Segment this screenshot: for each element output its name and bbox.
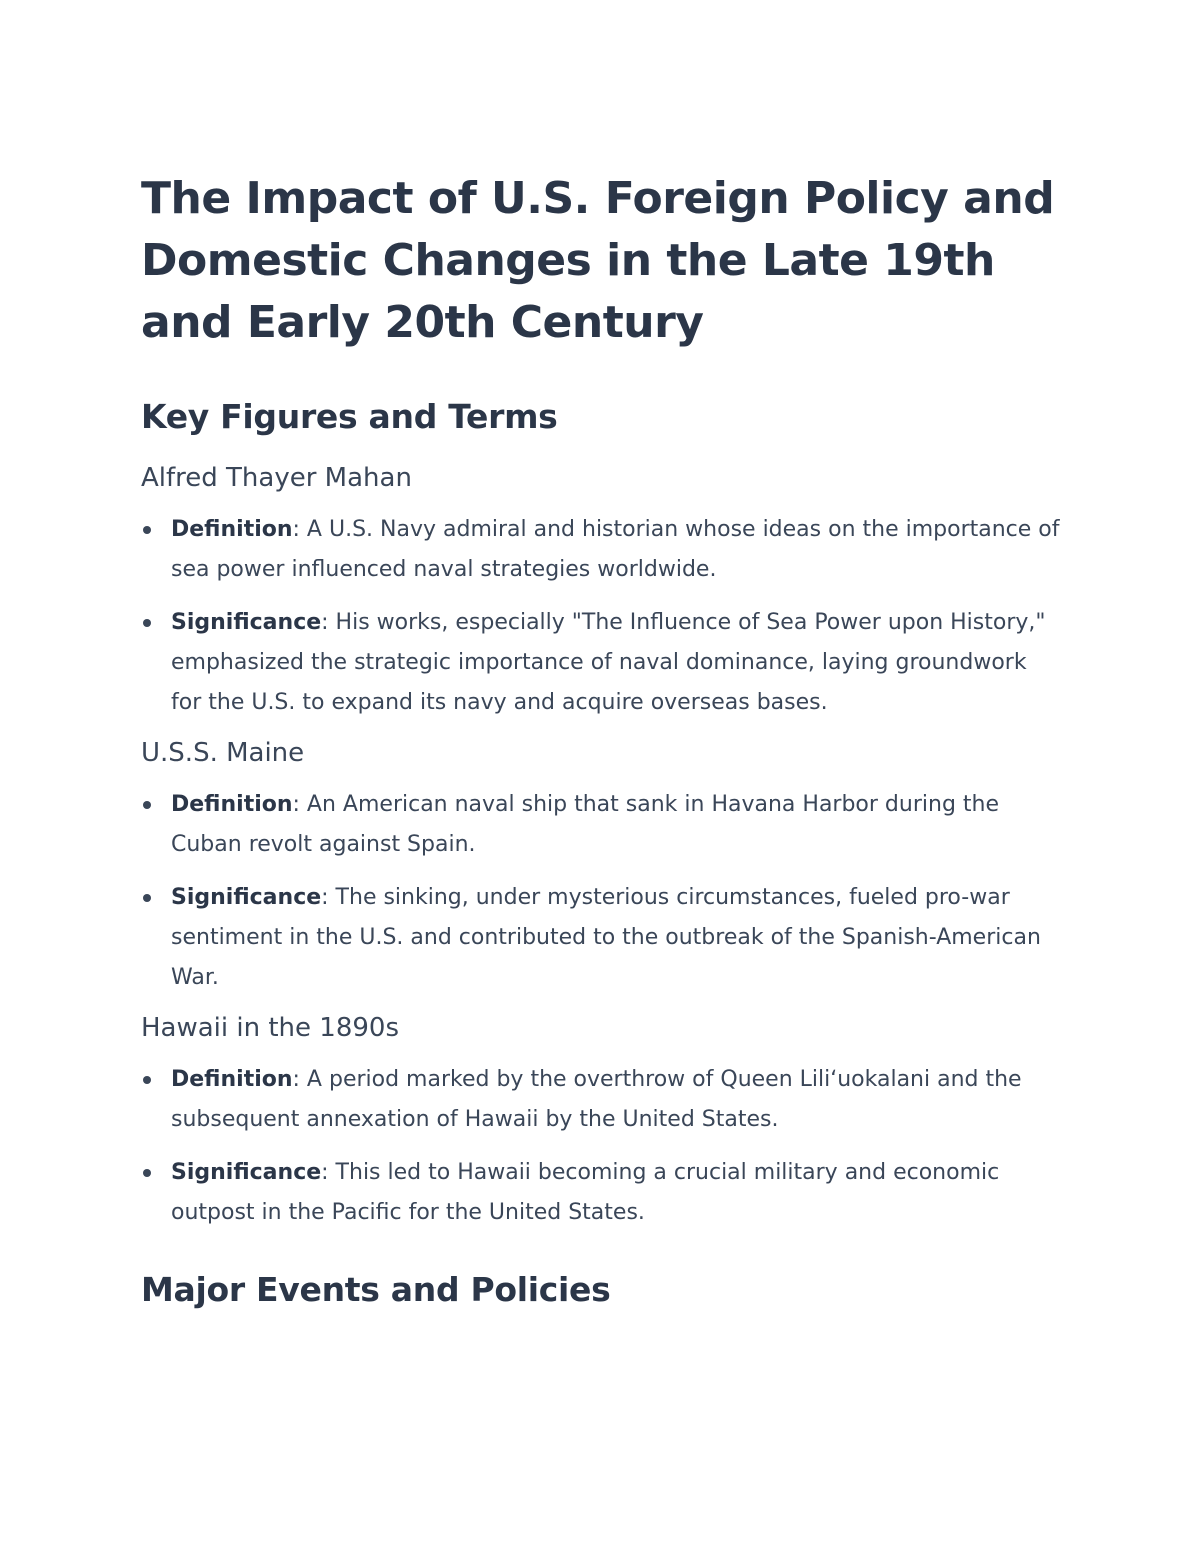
item-label: Significance xyxy=(171,1160,322,1185)
term-list-maine xyxy=(141,785,1061,998)
list-item xyxy=(141,878,1061,998)
bullet-icon xyxy=(143,801,151,809)
term-heading-mahan: Alfred Thayer Mahan xyxy=(141,463,412,493)
section-heading-major-events: Major Events and Policies xyxy=(141,1270,611,1309)
list-item xyxy=(141,785,1061,865)
term-list-hawaii xyxy=(141,1060,1061,1233)
document-page xyxy=(141,168,1061,1313)
section-heading-key-figures: Key Figures and Terms xyxy=(141,397,558,436)
bullet-icon xyxy=(143,619,151,627)
list-item xyxy=(141,1153,1061,1233)
list-item xyxy=(141,510,1061,590)
bullet-icon xyxy=(143,526,151,534)
term-list-mahan xyxy=(141,510,1061,723)
item-label: Definition xyxy=(171,792,293,817)
bullet-icon xyxy=(143,1076,151,1084)
item-text: : An American naval ship that sank in Havana Harbor during the Cuban revolt against Spain. xyxy=(171,792,1000,857)
bullet-icon xyxy=(143,1169,151,1177)
term-heading-hawaii: Hawaii in the 1890s xyxy=(141,1013,400,1043)
page-title: The Impact of U.S. Foreign Policy and Domestic Changes in the Late 19th and Early 20th Century xyxy=(141,173,1055,348)
item-label: Significance xyxy=(171,885,322,910)
list-item xyxy=(141,1060,1061,1140)
item-text: : A period marked by the overthrow of Queen Liliʻuokalani and the subsequent annexation of Hawaii by the United States. xyxy=(171,1067,1022,1132)
item-text: : The sinking, under mysterious circumstances, fueled pro-war sentiment in the U.S. and contributed to the outbreak of the Spanish-American War. xyxy=(171,885,1041,990)
item-text: : This led to Hawaii becoming a crucial military and economic outpost in the Pacific for the United States. xyxy=(171,1160,1000,1225)
item-label: Definition xyxy=(171,1067,293,1092)
list-item xyxy=(141,603,1061,723)
item-text: : His works, especially "The Influence of Sea Power upon History," emphasized the strategic importance of naval dominance, laying groundwork for the U.S. to expand its navy and acquire overseas bases. xyxy=(171,610,1046,715)
item-label: Definition xyxy=(171,517,293,542)
term-heading-maine: U.S.S. Maine xyxy=(141,738,305,768)
bullet-icon xyxy=(143,894,151,902)
item-text: : A U.S. Navy admiral and historian whose ideas on the importance of sea power influenced naval strategies worldwide. xyxy=(171,517,1060,582)
item-label: Significance xyxy=(171,610,322,635)
